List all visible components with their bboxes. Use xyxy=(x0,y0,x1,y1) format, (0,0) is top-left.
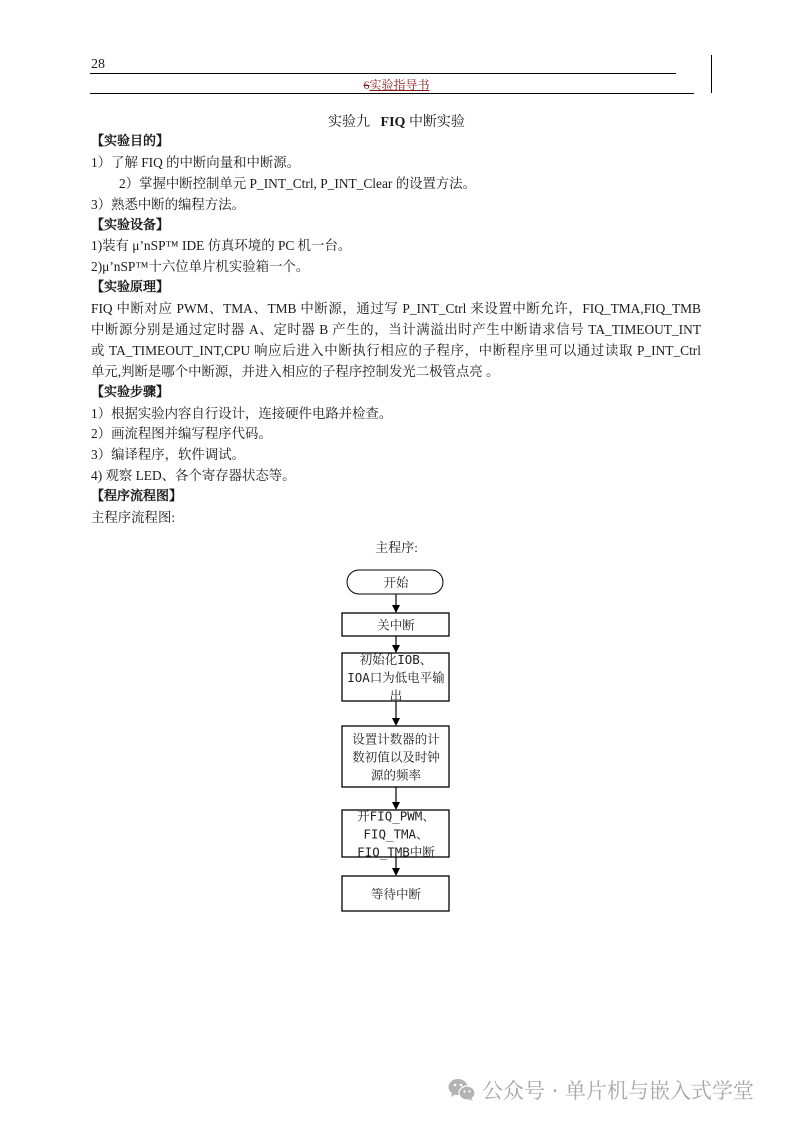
flowchart-node-label: 开FIQ_PWM、 xyxy=(357,808,435,824)
section-heading-purpose: 【实验目的】 xyxy=(91,134,170,149)
flowchart-node-label: FIQ_TMA、 xyxy=(363,826,429,842)
principle-line: 单元,判断是哪个中断源，并进入相应的子程序控制发光二极管点亮 。 xyxy=(91,363,500,379)
flowchart-node-label: 源的频率 xyxy=(370,767,422,783)
running-head-deleted: 6 xyxy=(363,78,370,92)
running-head-inserted: 实验指导书 xyxy=(369,78,430,92)
purpose-item: 2）掌握中断控制单元 P_INT_Ctrl, P_INT_Clear 的设置方法。 xyxy=(119,175,477,191)
purpose-item: 3）熟悉中断的编程方法。 xyxy=(91,196,245,212)
flowchart-intro: 主程序流程图: xyxy=(91,510,176,526)
principle-line: FIQ 中断对应 PWM、TMA、TMB 中断源，通过写 P_INT_Ctrl 来设置中断允许，FIQ_TMA,FIQ_TMB xyxy=(91,301,701,317)
flowchart-arrowhead xyxy=(392,605,400,613)
flowchart-caption: 主程序: xyxy=(375,540,418,555)
flowchart-arrowhead xyxy=(392,718,400,726)
title-prefix: 实验九 xyxy=(328,115,371,130)
flowchart-node-label: 等待中断 xyxy=(370,886,422,902)
watermark-text: 公众号 · 单片机与嵌入式学堂 xyxy=(482,1079,755,1103)
flowchart-node-label: 设置计数器的计 xyxy=(352,731,440,747)
section-heading-principle: 【实验原理】 xyxy=(91,280,170,296)
flowchart-node-label: 开始 xyxy=(383,575,409,591)
step-item: 2）画流程图并编写程序代码。 xyxy=(91,426,272,442)
wechat-icon xyxy=(448,1078,476,1102)
section-heading-steps: 【实验步骤】 xyxy=(91,384,170,400)
step-item: 3）编译程序，软件调试。 xyxy=(91,447,245,463)
principle-line: 或 TA_TIMEOUT_INT,CPU 响应后进入中断执行相应的子程序，中断程序里可以通过读取 P_INT_Ctrl xyxy=(91,342,701,358)
watermark xyxy=(448,1075,754,1105)
flowchart-node-label: 关中断 xyxy=(377,617,415,633)
title-bold: FIQ xyxy=(380,115,406,130)
purpose-item: 1）了解 FIQ 的中断向量和中断源。 xyxy=(91,154,301,170)
equipment-item: 1)装有 μ’nSP™ IDE 仿真环境的 PC 机一台。 xyxy=(91,238,352,254)
flowchart-node-label: 初始化IOB、 xyxy=(359,652,433,668)
page-number: 28 xyxy=(91,57,105,72)
step-item: 4) 观察 LED、各个寄存器状态等。 xyxy=(91,468,296,484)
flowchart-node-label: FIQ_TMB中断 xyxy=(357,844,435,860)
step-item: 1）根据实验内容自行设计，连接硬件电路并检查。 xyxy=(91,405,393,421)
flowchart-node-label: IOA口为低电平输 xyxy=(347,670,445,686)
section-heading-equipment: 【实验设备】 xyxy=(91,217,170,233)
section-heading-flowchart: 【程序流程图】 xyxy=(91,489,183,505)
flowchart-arrowhead xyxy=(392,868,400,876)
flowchart-node-label: 数初值以及时钟 xyxy=(352,749,440,765)
title-suffix: 中断实验 xyxy=(408,115,465,130)
flowchart-node-label: 出 xyxy=(389,688,403,704)
equipment-item: 2)μ’nSP™十六位单片机实验箱一个。 xyxy=(91,259,310,275)
principle-line: 中断源分别是通过定时器 A、定时器 B 产生的，当计满溢出时产生中断请求信号 TA_TIMEOUT_INT xyxy=(91,322,701,338)
